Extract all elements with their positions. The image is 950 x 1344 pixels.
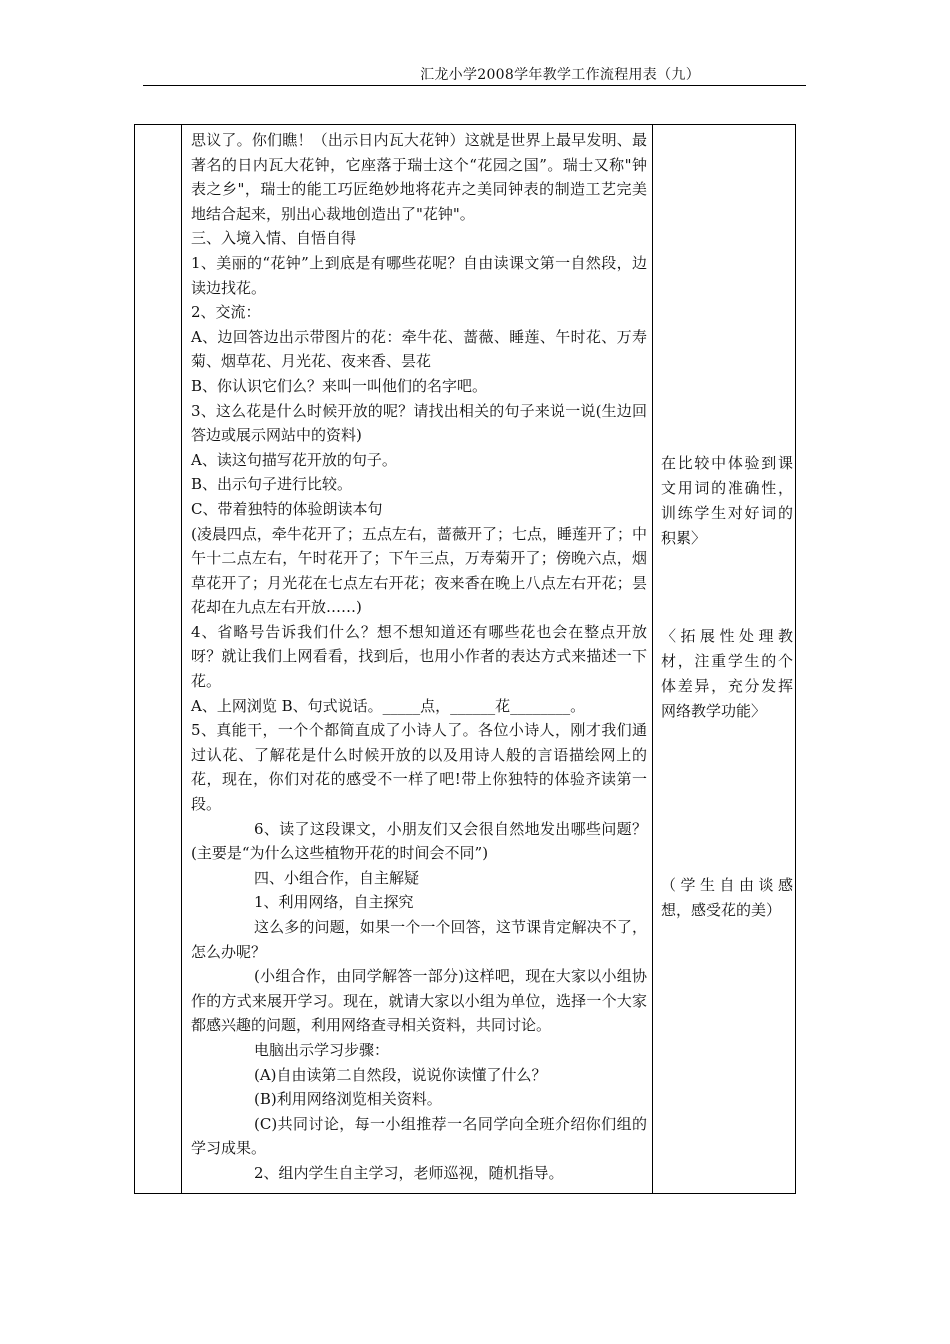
lesson-paragraph: 这么多的问题，如果一个一个回答，这节课肯定解决不了，怎么办呢？ bbox=[191, 918, 647, 961]
lesson-paragraph: 思议了。你们瞧！（出示日内瓦大花钟）这就是世界上最早发明、最著名的日内瓦大花钟，它座落于瑞士这个“花园之国”。瑞士又称"钟表之乡"，瑞士的能工巧匠绝妙地将花卉之美同钟表的制造工艺完美地结合起来，别出心裁地创造出了"花钟"。 bbox=[191, 131, 647, 223]
lesson-paragraph: A、上网浏览 B、句式说话。_____点，______花________。 bbox=[191, 696, 586, 715]
lesson-paragraph: (A)自由读第二自然段，说说你读懂了什么？ bbox=[254, 1065, 547, 1084]
lesson-paragraph: 4、省略号告诉我们什么？想不想知道还有哪些花也会在整点开放呀？就让我们上网看看，找到后，也用小作者的表达方式来描述一下花。 bbox=[191, 622, 647, 691]
lesson-paragraph: A、边回答边出示带图片的花：牵牛花、蔷薇、睡莲、午时花、万寿菊、烟草花、月光花、夜来香、昙花 bbox=[191, 327, 647, 371]
lesson-paragraph: B、出示句子进行比较。 bbox=[191, 475, 353, 494]
lesson-content-column bbox=[191, 128, 647, 1186]
lesson-paragraph: 电脑出示学习步骤： bbox=[254, 1040, 390, 1059]
design-note bbox=[661, 451, 793, 551]
design-note-text: （学生自由谈感想，感受花的美） bbox=[661, 876, 793, 919]
lesson-paragraph: 3、这么花是什么时候开放的呢？请找出相关的句子来说一说(生边回答边或展示网站中的资料) bbox=[191, 401, 647, 445]
lesson-paragraph: A、读这句描写花开放的句子。 bbox=[191, 450, 397, 469]
lesson-paragraph: 5、真能干，一个个都简直成了小诗人了。各位小诗人，刚才我们通过认花、了解花是什么时候开放的以及用诗人般的言语描绘网上的花，现在，你们对花的感受不一样了吧!带上你独特的体验齐读第一段。 bbox=[191, 721, 647, 814]
lesson-paragraph: 2、组内学生自主学习，老师巡视，随机指导。 bbox=[254, 1163, 564, 1182]
lesson-paragraph: (小组合作，由同学解答一部分)这样吧，现在大家以小组协作的方式来展开学习。现在，就请大家以小组为单位，选择一个大家都感兴趣的问题，利用网络查寻相关资料，共同讨论。 bbox=[191, 967, 647, 1035]
lesson-paragraph: (C)共同讨论，每一小组推荐一名同学向全班介绍你们组的学习成果。 bbox=[191, 1114, 647, 1158]
design-note-text: 〈拓展性处理教材，注重学生的个体差异，充分发挥网络教学功能〉 bbox=[661, 627, 793, 720]
lesson-paragraph: 1、利用网络，自主探究 bbox=[254, 893, 414, 912]
lesson-paragraph: 三、入境入情、自悟自得 bbox=[191, 229, 357, 248]
lesson-paragraph: C、带着独特的体验朗读本句 bbox=[191, 499, 383, 518]
design-note bbox=[661, 873, 793, 923]
lesson-paragraph: B、你认识它们么？来叫一叫他们的名字吧。 bbox=[191, 376, 488, 395]
lesson-paragraph: 1、美丽的“花钟”上到底是有哪些花呢？自由读课文第一自然段，边读边找花。 bbox=[191, 253, 647, 297]
lesson-table bbox=[134, 124, 796, 1194]
header-rule bbox=[143, 85, 806, 86]
design-note bbox=[661, 624, 793, 724]
lesson-paragraph: (凌晨四点，牵牛花开了；五点左右，蔷薇开了；七点，睡莲开了；中午十二点左右，午时花开了；下午三点，万寿菊开了；傍晚六点，烟草花开了；月光花在七点左右开花；夜来香在晚上八点左右开花；昙花却在九点左右开放……) bbox=[191, 524, 647, 617]
page-header-title: 汇龙小学2008学年教学工作流程用表（九） bbox=[420, 67, 700, 83]
lesson-paragraph: 2、交流： bbox=[191, 303, 261, 322]
column-divider-left bbox=[181, 125, 182, 1193]
design-note-text: 在比较中体验到课文用词的准确性，训练学生对好词的积累〉 bbox=[661, 454, 793, 547]
lesson-paragraph: (B)利用网络浏览相关资料。 bbox=[254, 1090, 442, 1109]
lesson-paragraph: 四、小组合作，自主解疑 bbox=[254, 868, 420, 887]
lesson-paragraph: 6、读了这段课文，小朋友们又会很自然地发出哪些问题？(主要是“为什么这些植物开花的时间会不同”) bbox=[191, 819, 647, 863]
column-divider-right bbox=[652, 125, 653, 1193]
